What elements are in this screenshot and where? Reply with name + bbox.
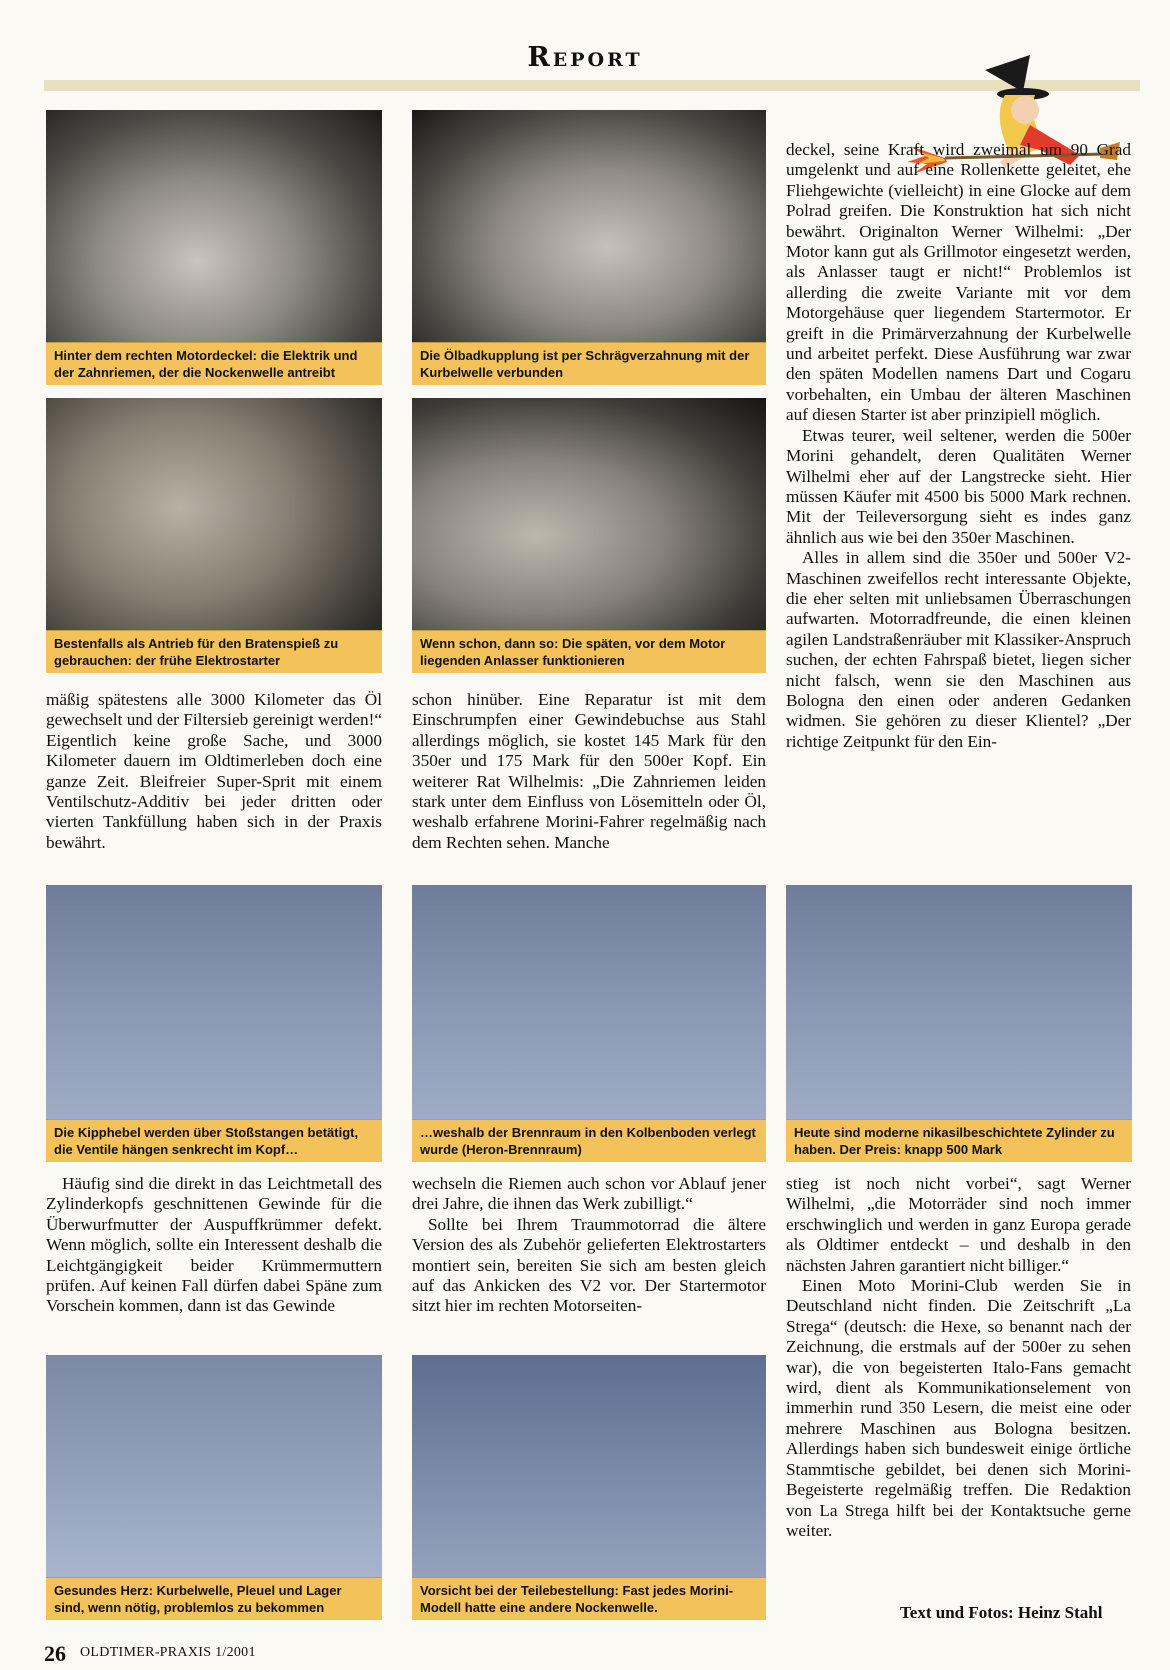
paragraph: Einen Moto Morini-Club werden Sie in Deutschland nicht finden. Die Zeitschrift „La Strega“ (deutsch: die Hexe, so benannt nach der Zeichnung, die erstmals auf der 500er zu sehen war), die von begeisterten Italo-Fans gemacht wird, dient als Kommunikationselement von immerhin rund 350 Lesern, die meist eine oder mehrere Maschinen aus Bologna besitzen. Allerdings haben sich bundesweit einige örtliche Stammtische gebildet, bei denen sich Morini-Begeisterte regelmäßig treffen. Die Redaktion von La Strega hilft bei der Kontaktsuche gerne weiter.: [786, 1276, 1131, 1540]
photo-piston: [412, 885, 766, 1162]
paragraph: mäßig spätestens alle 3000 Kilometer das Öl gewechselt und der Filtersieb gereinigt werden!“ Eigentlich keine große Sache, und 3000 Kilometer dauern im Oldtimerleben doch eine ganze Zeit. Bleifreier Super-Sprit mit einem Ventilschutz-Additiv bei jeder dritten oder vierten Tankfüllung haben sich in der Praxis bewährt.: [46, 690, 382, 852]
text-column-1-middle: [46, 690, 382, 853]
text-column-3-top: [786, 140, 1131, 752]
text-column-2-bottom: [412, 1174, 766, 1317]
paragraph: stieg ist noch nicht vorbei“, sagt Werner Wilhelmi, „die Motorräder sind noch immer erschwinglich und werden in ganz Europa gerade als Oldtimer entdeckt – und deshalb in den nächsten Jahren garantiert nicht billiger.“: [786, 1174, 1131, 1275]
photo-cylinder-head: [46, 885, 382, 1162]
photo-engine-electrics: [46, 110, 382, 385]
photo-early-starter: [46, 398, 382, 673]
page-number: 26: [44, 1641, 66, 1666]
photo-caption: Bestenfalls als Antrieb für den Bratenspieß zu gebrauchen: der frühe Elektrostarter: [46, 630, 382, 673]
section-title: Report: [527, 42, 643, 73]
photo-crankshaft: [46, 1355, 382, 1620]
paragraph: deckel, seine Kraft wird zweimal um 90 Grad umgelenkt und auf eine Rollenkette geleitet, ehe Fliehgewichte (vielleicht) in eine Glocke auf dem Polrad greifen. Die Konstruktion hat sich nicht bewährt. Originalton Werner Wilhelmi: „Der Motor kann gut als Grillmotor eingesetzt werden, als Anlasser taugt er nicht!“ Problemlos ist allerding die zweite Variante mit vor dem Motorgehäuse quer liegendem Startermotor. Er greift in die Primärverzahnung der Kurbelwelle und arbeitet perfekt. Diese Ausführung war zwar den späten Modellen namens Dart und Cogaru vorbehalten, ein Umbau der älteren Maschinen auf diesen Starter ist aber prinzipiell möglich.: [786, 140, 1131, 425]
text-column-1-bottom: [46, 1174, 382, 1317]
text-column-2-middle: [412, 690, 766, 853]
photo-caption: Heute sind moderne nikasilbeschichtete Zylinder zu haben. Der Preis: knapp 500 Mark: [786, 1119, 1132, 1162]
photo-clutch: [412, 110, 766, 385]
paragraph: Sollte bei Ihrem Traummotorrad die ältere Version des als Zubehör gelieferten Elektrostarters montiert sein, bereiten Sie sich am besten gleich auf das Ankicken des V2 vor. Der Startermotor sitzt hier im rechten Motorseiten-: [412, 1214, 766, 1316]
paragraph: wechseln die Riemen auch schon vor Ablauf jener drei Jahre, die ihnen das Werk zubilligt.“: [412, 1174, 766, 1214]
paragraph: Häufig sind die direkt in das Leichtmetall des Zylinderkopfs geschnittenen Gewinde für die Überwurfmutter der Auspuffkrümmer defekt. Wenn möglich, sollte ein Interessent deshalb die Leichtgängigkeit beider Krümmermuttern prüfen. Auf keinen Fall dürfen dabei Späne zum Vorschein kommen, dann ist das Gewinde: [46, 1174, 382, 1316]
photo-caption: Hinter dem rechten Motordeckel: die Elektrik und der Zahnriemen, der die Nockenwelle antreibt: [46, 342, 382, 385]
photo-caption: Gesundes Herz: Kurbelwelle, Pleuel und Lager sind, wenn nötig, problemlos zu bekommen: [46, 1577, 382, 1620]
paragraph: Alles in allem sind die 350er und 500er V2-Maschinen zweifellos recht interessante Objekte, die eher selten mit unliebsamen Überraschungen aufwarten. Motorradfreunde, die einen kleinen agilen Landstraßenräuber mit Klassiker-Anspruch suchen, der echten Fahrspaß bietet, liegen sicher nicht falsch, wenn sie den Maschinen aus Bologna den einen oder anderen Gedanken widmen. Sie gehören zu dieser Klientel? „Der richtige Zeitpunkt für den Ein-: [786, 548, 1131, 751]
photo-camshafts: [412, 1355, 766, 1620]
paragraph: Etwas teurer, weil seltener, werden die 500er Morini gehandelt, deren Qualitäten Werner Wilhelmi eher auf der Langstrecke sieht. Hier müssen Käufer mit 4500 bis 5000 Mark rechnen. Mit der Teileversorgung sieht es indes ganz ähnlich aus wie bei den 350er Maschinen.: [786, 425, 1131, 547]
photo-nikasil-cylinder: [786, 885, 1132, 1162]
photo-caption: Die Ölbadkupplung ist per Schrägverzahnung mit der Kurbelwelle verbunden: [412, 342, 766, 385]
photo-caption: Die Kipphebel werden über Stoßstangen betätigt, die Ventile hängen senkrecht im Kopf…: [46, 1119, 382, 1162]
photo-caption: …weshalb der Brennraum in den Kolbenboden verlegt wurde (Heron-Brennraum): [412, 1119, 766, 1162]
paragraph: schon hinüber. Eine Reparatur ist mit dem Einschrumpfen einer Gewindebuchse aus Stahl allerdings möglich, sie kostet 145 Mark für den 350er und 175 Mark für den 500er Kopf. Ein weiterer Rat Wilhelmis: „Die Zahnriemen leiden stark unter dem Einfluss von Lösemitteln oder Öl, weshalb erfahrene Morini-Fahrer regelmäßig nach dem Rechten sehen. Manche: [412, 690, 766, 852]
photo-caption: Wenn schon, dann so: Die späten, vor dem Motor liegenden Anlasser funktionieren: [412, 630, 766, 673]
author-credit: Text und Fotos: Heinz Stahl: [900, 1603, 1103, 1622]
text-column-3-bottom: [786, 1174, 1131, 1541]
magazine-issue: OLDTIMER-PRAXIS 1/2001: [80, 1645, 256, 1660]
photo-caption: Vorsicht bei der Teilebestellung: Fast jedes Morini-Modell hatte eine andere Nockenwelle.: [412, 1577, 766, 1620]
photo-late-starter: [412, 398, 766, 673]
